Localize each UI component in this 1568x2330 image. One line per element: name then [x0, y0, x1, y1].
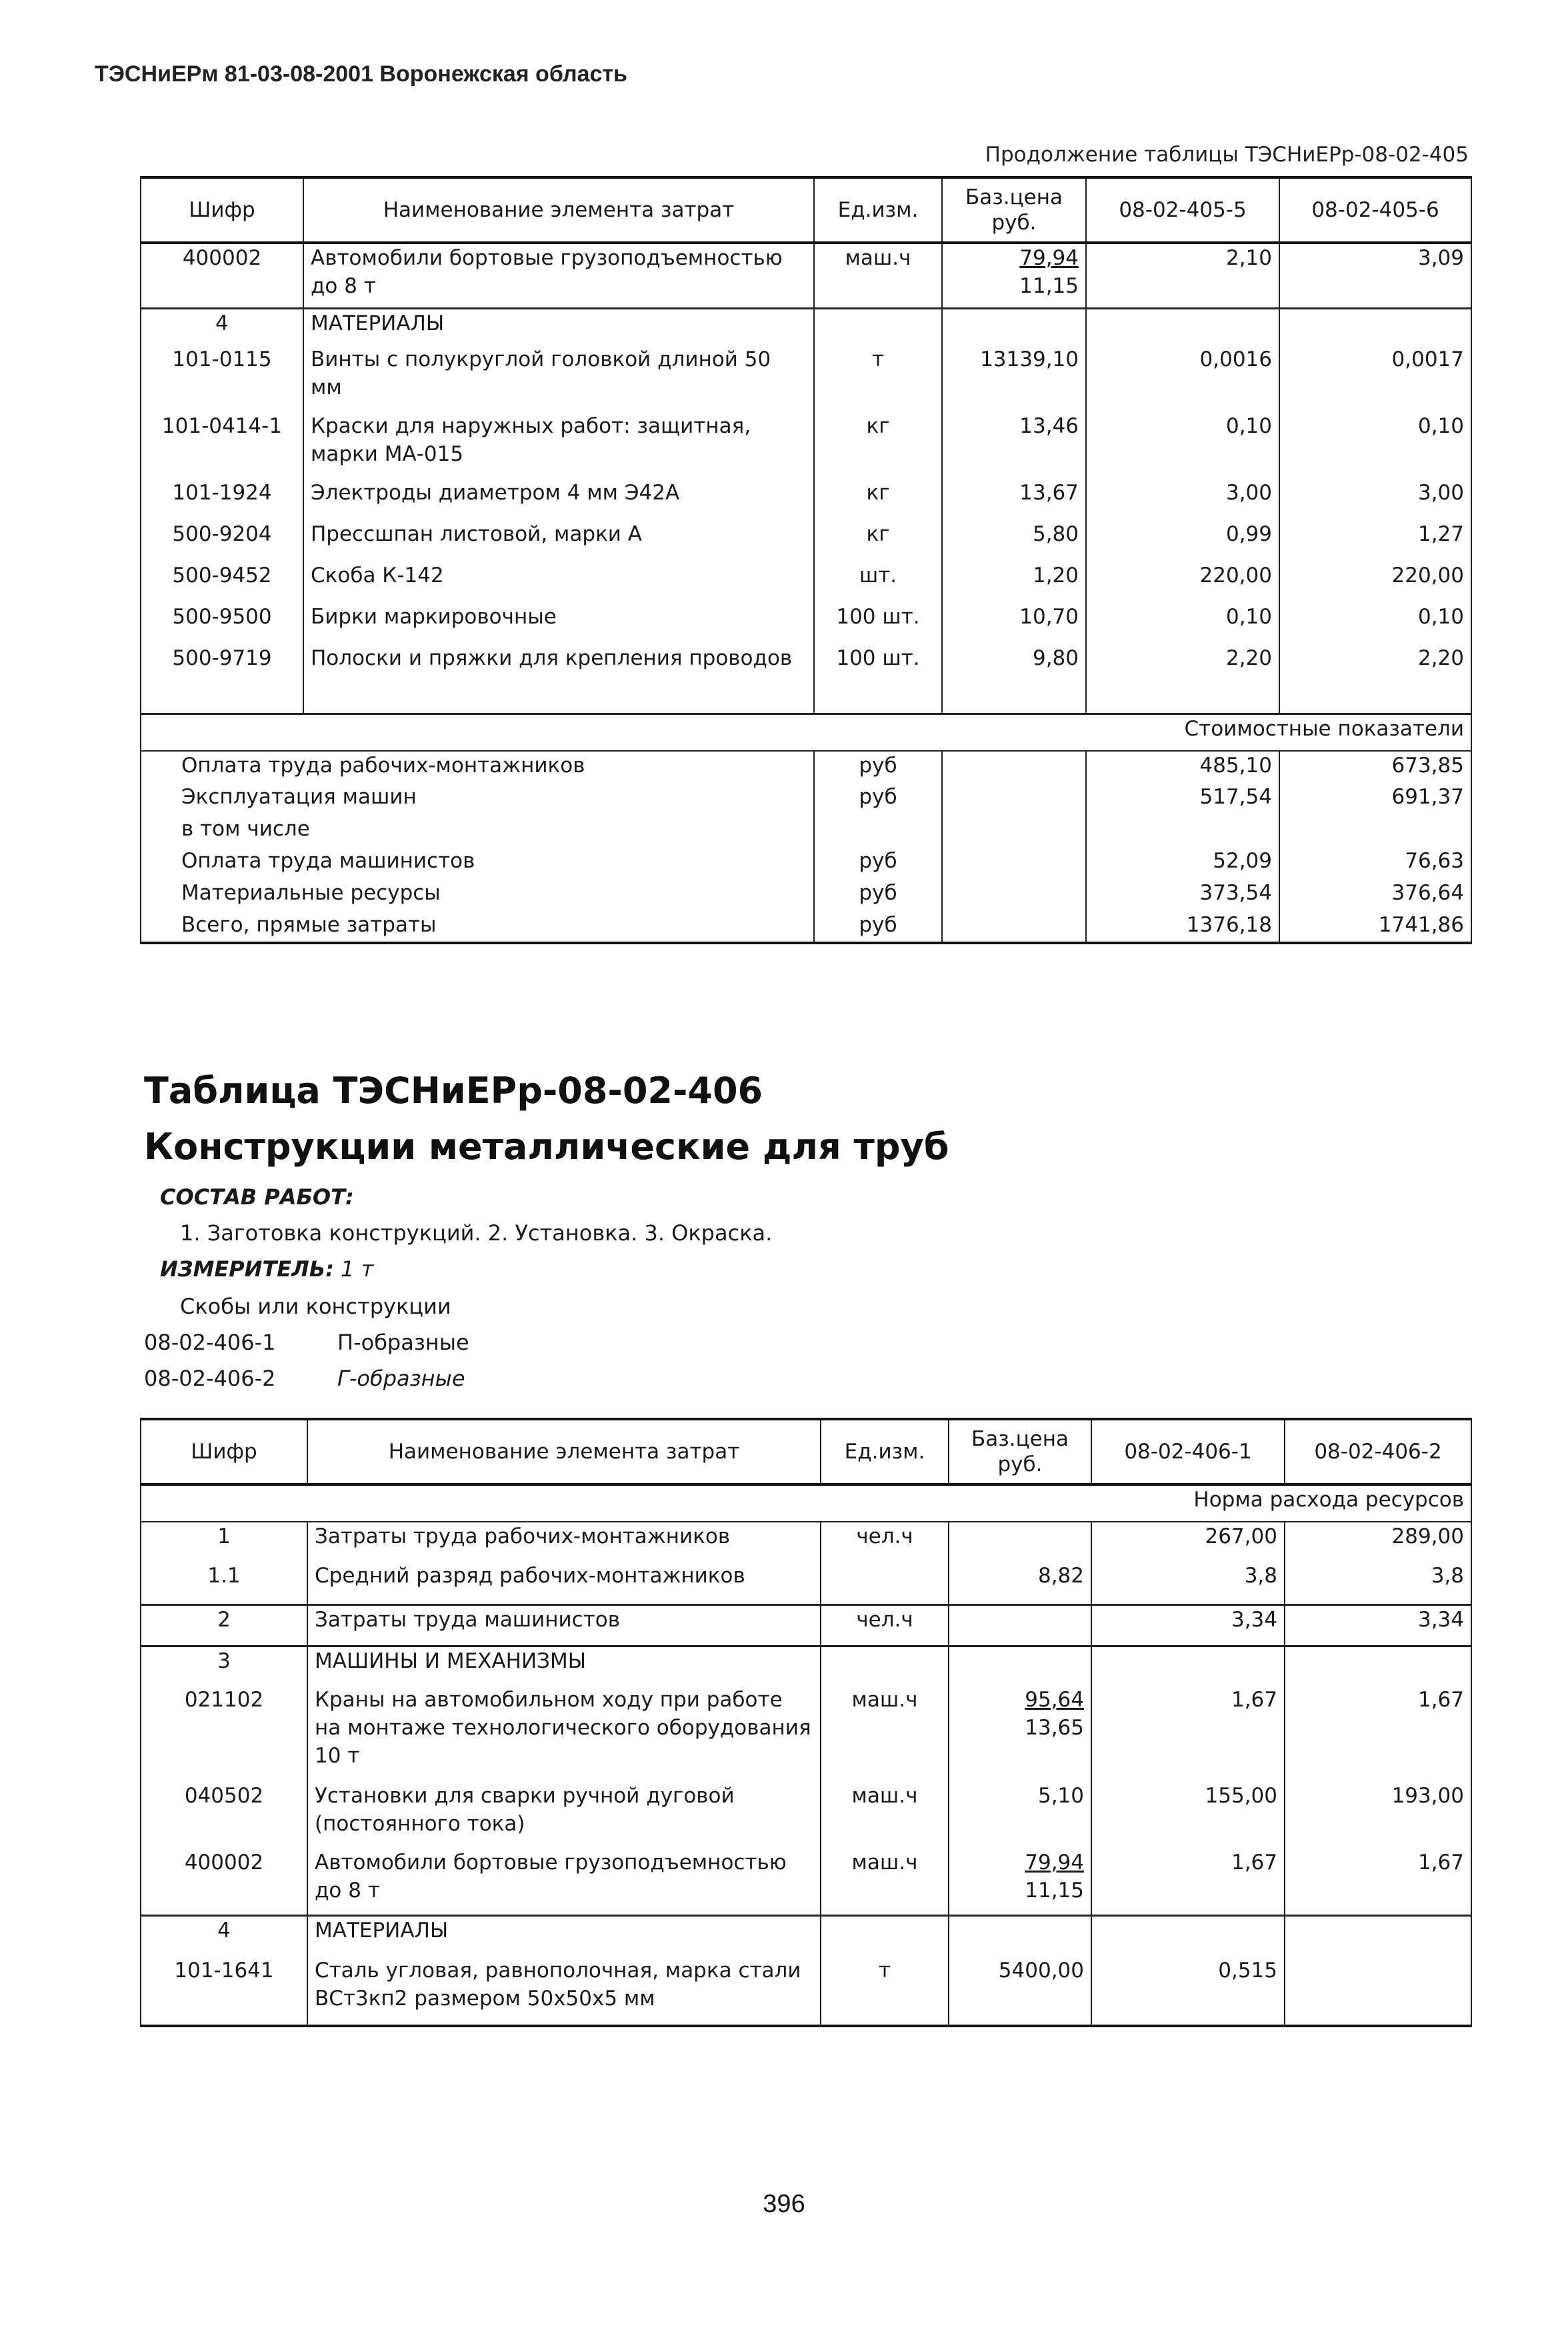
table-row: 1.1 Средний разряд рабочих-монтажников 8,82 3,8 3,8 [141, 1562, 1471, 1604]
col-name: Наименование элемента затрат [303, 177, 814, 243]
item-row: 08-02-406-1 П-образные [144, 1330, 469, 1355]
cost-indicators-label: Стоимостные показатели [141, 714, 1471, 751]
col-code: Шифр [141, 1419, 307, 1484]
price-denominator: 13,65 [1025, 1716, 1084, 1740]
summary-row: Оплата труда рабочих-монтажников руб 485,10 673,85 [141, 751, 1471, 783]
table-row: 500-9719 Полоски и пряжки для крепления проводов 100 шт. 9,80 2,20 2,20 [141, 644, 1471, 714]
table-row: 500-9204 Прессшпан листовой, марки А кг 5,80 0,99 1,27 [141, 520, 1471, 561]
norm-label: Норма расхода ресурсов [141, 1484, 1471, 1522]
item-row: 08-02-406-2 Г-образные [144, 1366, 465, 1391]
table1 [140, 176, 1472, 944]
table-title: Таблица ТЭСНиЕРр-08-02-406 [144, 1070, 763, 1112]
col-unit: Ед.изм. [821, 1419, 949, 1484]
col-name: Наименование элемента затрат [307, 1419, 821, 1484]
table-row: 101-0115 Винты с полукруглой головкой длиной 50 мм т 13139,10 0,0016 0,0017 [141, 345, 1471, 412]
table-row: 400002 Автомобили бортовые грузоподъемностью до 8 т маш.ч 79,94 11,15 2,10 3,09 [141, 243, 1471, 308]
table-subtitle: Конструкции металлические для труб [144, 1126, 949, 1168]
table-row: 4 МАТЕРИАЛЫ [141, 1915, 1471, 1957]
price-numerator: 79,94 [1019, 246, 1079, 270]
page-number: 396 [763, 2190, 805, 2218]
table-row: 500-9500 Бирки маркировочные 100 шт. 10,70 0,10 0,10 [141, 603, 1471, 644]
table-row: 400002 Автомобили бортовые грузоподъемностью до 8 т маш.ч 79,94 11,15 1,67 1,67 [141, 1849, 1471, 1915]
col-v2: 08-02-405-6 [1279, 177, 1471, 243]
col-code: Шифр [141, 177, 303, 243]
table-row: 101-1641 Сталь угловая, равнополочная, марка стали ВСт3кп2 размером 50х50х5 мм т 5400,00 0,515 [141, 1957, 1471, 2026]
work-text: 1. Заготовка конструкций. 2. Установка. 3. Окраска. [180, 1220, 773, 1246]
summary-row: Эксплуатация машин руб 517,54 691,37 [141, 783, 1471, 815]
items-label: Скобы или конструкции [180, 1294, 451, 1319]
col-v1: 08-02-405-5 [1086, 177, 1279, 243]
table-row: 3 МАШИНЫ И МЕХАНИЗМЫ [141, 1646, 1471, 1686]
col-v2: 08-02-406-2 [1285, 1419, 1471, 1484]
col-unit: Ед.изм. [814, 177, 942, 243]
table-row: 4 МАТЕРИАЛЫ [141, 308, 1471, 345]
price-numerator: 79,94 [1025, 1851, 1084, 1875]
col-price: Баз.цена руб. [949, 1419, 1091, 1484]
table-row: 101-0414-1 Краски для наружных работ: защитная, марки МА-015 кг 13,46 0,10 0,10 [141, 412, 1471, 479]
meter: ИЗМЕРИТЕЛЬ: 1 т [160, 1256, 374, 1282]
summary-row: в том числе [141, 815, 1471, 847]
summary-row: Материальные ресурсы руб 373,54 376,64 [141, 879, 1471, 911]
table2 [140, 1418, 1472, 2027]
col-v1: 08-02-406-1 [1091, 1419, 1285, 1484]
table-row: 1 Затраты труда рабочих-монтажников чел.ч 267,00 289,00 [141, 1522, 1471, 1562]
price-denominator: 11,15 [1025, 1879, 1084, 1903]
table-row: 101-1924 Электроды диаметром 4 мм Э42А кг 13,67 3,00 3,00 [141, 479, 1471, 520]
table-row: 021102 Краны на автомобильном ходу при работе на монтаже технологического оборудования 10 т маш.ч 95,64 13,65 1,67 1,67 [141, 1686, 1471, 1782]
col-price: Баз.цена руб. [942, 177, 1086, 243]
summary-row: Оплата труда машинистов руб 52,09 76,63 [141, 847, 1471, 879]
table1-caption: Продолжение таблицы ТЭСНиЕРр-08-02-405 [985, 143, 1469, 167]
price-numerator: 95,64 [1025, 1688, 1084, 1712]
summary-row: Всего, прямые затраты руб 1376,18 1741,86 [141, 911, 1471, 943]
table-row: 2 Затраты труда машинистов чел.ч 3,34 3,34 [141, 1604, 1471, 1646]
document-header: ТЭСНиЕРм 81-03-08-2001 Воронежская область [95, 61, 627, 87]
table-row: 500-9452 Скоба К-142 шт. 1,20 220,00 220,00 [141, 561, 1471, 603]
table-row: 040502 Установки для сварки ручной дуговой (постоянного тока) маш.ч 5,10 155,00 193,00 [141, 1782, 1471, 1849]
price-denominator: 11,15 [1019, 274, 1079, 298]
work-composition: СОСТАВ РАБОТ: [160, 1184, 354, 1210]
